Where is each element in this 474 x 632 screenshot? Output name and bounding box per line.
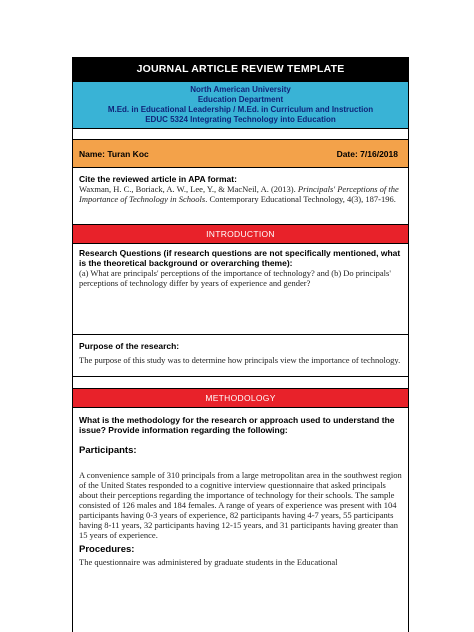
participants-heading: Participants: <box>79 445 137 456</box>
methodology-bar: METHODOLOGY <box>73 389 408 408</box>
research-questions-heading: Research Questions (if research questions are not specifically mentioned, what is the theoretical background or overarching theme): <box>79 248 401 268</box>
research-questions-text: (a) What are principals' perceptions of the importance of technology? and (b) Do principals' perceptions of technology differ by years of experience and gender? <box>79 268 391 288</box>
citation-article-title: Principals' Perceptions of the Importance of Technology in Schools <box>79 184 399 204</box>
student-name: Name: Turan Koc <box>79 148 149 159</box>
university-name: North American University <box>190 85 291 94</box>
purpose-cell <box>73 335 408 377</box>
citation-heading: Cite the reviewed article in APA format: <box>79 174 237 184</box>
template-title: JOURNAL ARTICLE REVIEW TEMPLATE <box>73 57 408 82</box>
methodology-cell <box>73 408 408 567</box>
citation-text <box>79 184 402 204</box>
review-template <box>72 57 409 632</box>
purpose-heading: Purpose of the research: <box>79 341 180 351</box>
department-name: Education Department <box>197 95 284 104</box>
citation-source: . Contemporary Educational Technology, 4(3), 187-196. <box>205 194 396 204</box>
procedures-text: The questionnaire was administered by graduate students in the Educational <box>79 557 338 567</box>
introduction-bar: INTRODUCTION <box>73 225 408 244</box>
procedures-heading: Procedures: <box>79 544 135 555</box>
course-name: EDUC 5324 Integrating Technology into Education <box>145 115 336 124</box>
institution-banner <box>73 82 408 129</box>
methodology-heading: What is the methodology for the research or approach used to understand the issue? Provide information regarding the following: <box>79 415 395 435</box>
review-date: Date: 7/16/2018 <box>336 148 398 159</box>
purpose-text: The purpose of this study was to determine how principals view the importance of technology. <box>79 355 401 365</box>
spacer-row-2 <box>73 377 408 389</box>
citation-cell <box>73 168 408 225</box>
research-questions-cell <box>73 244 408 335</box>
citation-authors: Waxman, H. C., Boriack, A. W., Lee, Y., & MacNeil, A. (2013). <box>79 184 298 194</box>
program-names: M.Ed. in Educational Leadership / M.Ed. in Curriculum and Instruction <box>107 105 374 114</box>
spacer-row <box>73 129 408 140</box>
name-date-row <box>73 140 408 168</box>
participants-text: A convenience sample of 310 principals from a large metropolitan area in the southwest region of the United States responded to a cognitive interview questionnaire that asked principals about their perceptions regarding the importance of technology for their schools. The sample consisted of 126 males and 184 females. A range of years of experience was present with 104 participants having 0-3 years of experience, 82 participants having 4-7 years, 55 participants having 8-11 years, 32 participants having 12-15 years, and 31 participants having greater than 15 years of experience. <box>79 470 402 540</box>
